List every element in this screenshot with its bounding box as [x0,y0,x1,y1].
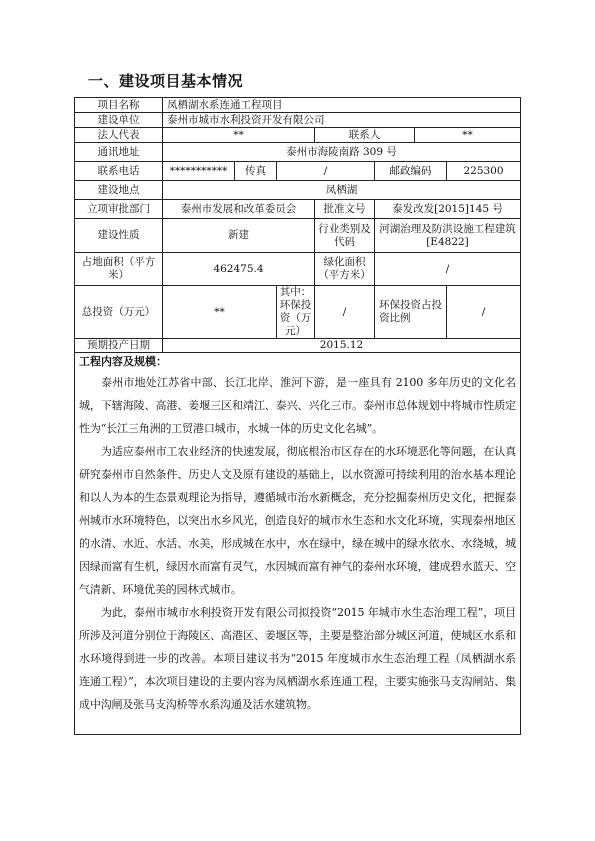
row-date [75,339,521,353]
section-title: 一、建设项目基本情况 [88,72,244,90]
content-paragraph-1: 泰州市地处江苏省中部、长江北岸、淮河下游，是一座具有 2100 多年历史的文化名城，下辖海陵、高港、姜堰三区和靖江、泰兴、兴化三市。泰州市总体规划中将城市性质定性为“长江三角洲的工贸港口城市，水城一体的历史文化名城”。 [79,376,516,435]
content-paragraph-3: 为此，泰州市城市水利投资开发有限公司拟投资“2015 年城市水生态治理工程”，项目所涉及河道分别位于海陵区、高港区、姜堰区等，主要是整治部分城区河道，使城区水系和水环境得到进一步的改善。本项目建议书为“2015 年度城市水生态治理工程（凤栖湖水系连通工程）”，本次项目建设的主要内容为凤栖湖水系连通工程，主要实施张马支沟闸站、集成中沟闸及张马支沟桥等水系沟通及活水建筑物。 [79,606,516,711]
location-value: 凤栖湖 [163,181,521,200]
approval-no-value: 泰发改发[2015]145 号 [375,200,521,219]
location-label: 建设地点 [75,181,163,200]
area-label: 占地面积（平方米） [75,253,163,286]
phone-value: *********** [163,162,235,181]
env-ratio-label: 环保投资占投资比例 [375,286,447,339]
phone-label: 联系电话 [75,162,163,181]
date-label: 预期投产日期 [75,339,163,353]
env-ratio-value: / [447,286,521,339]
postcode-label: 邮政编码 [375,162,447,181]
postcode-value: 225300 [447,162,521,181]
contact-value: ** [415,128,521,143]
row-area [75,253,521,286]
row-investment [75,286,521,339]
builder-label: 建设单位 [75,113,163,128]
approval-no-label: 批准文号 [315,200,375,219]
row-nature [75,219,521,253]
contact-label: 联系人 [315,128,415,143]
env-invest-label: 其中：环保投资（万元） [277,286,315,339]
area-value: 462475.4 [163,253,315,286]
project-info-table [74,97,521,735]
content-title: 工程内容及规模： [79,355,167,368]
nature-value: 新建 [163,219,315,253]
row-project-name [75,98,521,113]
industry-value: 河湖治理及防洪设施工程建筑[E4822] [375,219,521,253]
project-name-label: 项目名称 [75,98,163,113]
fax-label: 传真 [235,162,277,181]
invest-label: 总投资（万元） [75,286,163,339]
row-approval [75,200,521,219]
invest-value: ** [163,286,277,339]
row-location [75,181,521,200]
row-builder [75,113,521,128]
content-paragraph-2: 为适应泰州市工农业经济的快速发展，彻底根治市区存在的水环境恶化等问题，在认真研究泰州市自然条件、历史人文及原有建设的基础上，以水资源可持续利用的治水基本理论和以人为本的生态景观理论为指导，遵循城市治水新概念，充分挖掘泰州历史文化，把握泰州城市水环境特色，以突出水乡风光，创造良好的城市水生态和水文化环境，实现泰州地区的水清、水近、水活、水美，形成城在水中，水在绿中，绿在城中的绿水依水、水绕城，城因绿而富有生机，绿因水而富有灵气，水因城而富有神气的泰州水环境，建成碧水蓝天、空气清新、环境优美的园林式城市。 [79,445,516,596]
approval-dept-label: 立项审批部门 [75,200,163,219]
env-invest-value: / [315,286,375,339]
project-name-value: 凤栖湖水系连通工程项目 [163,98,521,113]
legal-rep-label: 法人代表 [75,128,163,143]
green-value: / [375,253,521,286]
row-phone [75,162,521,181]
address-value: 泰州市海陵南路 309 号 [163,143,521,162]
project-content-cell [75,353,521,735]
address-label: 通讯地址 [75,143,163,162]
date-value: 2015.12 [163,339,521,353]
row-legal-rep [75,128,521,143]
fax-value: / [277,162,375,181]
approval-dept-value: 泰州市发展和改革委员会 [163,200,315,219]
green-label: 绿化面积（平方米） [315,253,375,286]
legal-rep-value: ** [163,128,315,143]
builder-value: 泰州市城市水利投资开发有限公司 [163,113,521,128]
industry-label: 行业类别及代码 [315,219,375,253]
nature-label: 建设性质 [75,219,163,253]
row-address [75,143,521,162]
row-content [75,353,521,735]
